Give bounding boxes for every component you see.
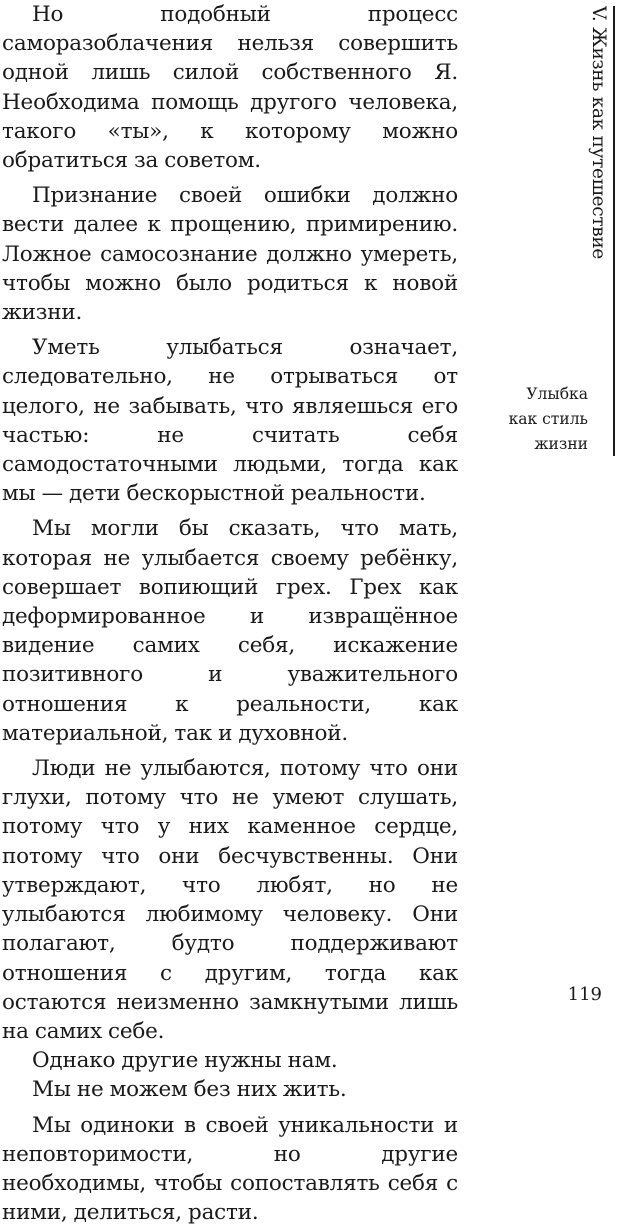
main-text-column: [2, 0, 458, 1227]
paragraph-2: Признание своей ошибки должно вести далее к прощению, примирению. Ложное самосознание должно умереть, чтобы можно было родиться к новой жизни.: [2, 183, 458, 326]
running-head-title: V. Жизнь как путешествие: [588, 6, 609, 260]
marginal-note-line-3: жизни: [534, 435, 588, 453]
paragraph-6: Однако другие нужны нам.: [32, 1048, 338, 1074]
paragraph-8: Мы одиноки в своей уникальности и неповторимости, но другие необходимы, чтобы сопоставлять себя с ними, делиться, расти.: [2, 1112, 458, 1226]
page-number: 119: [567, 984, 602, 1005]
marginal-note-line-1: Улыбка: [526, 385, 588, 403]
marginal-note-line-2: как стиль: [508, 410, 588, 428]
paragraph-1: Но подобный процесс саморазоблачения нельзя совершить одной лишь силой собственного Я. Необходима помощь другого человека, такого «ты», к которому можно обратиться за советом.: [2, 2, 458, 174]
running-head: [585, 6, 615, 456]
paragraph-4: Мы могли бы сказать, что мать, которая не улыбается своему ребёнку, совершает вопиющий грех. Грех как деформированное и извращённое видение самих себя, искажение позитивного и уважительного отношения к реальности, как материальной, так и духовной.: [2, 516, 458, 746]
paragraph-5: Люди не улыбаются, потому что они глухи, потому что не умеют слушать, потому что у них каменное сердце, потому что они бесчувственны. Они утверждают, что любят, но не улыбаются любимому человеку. Они полагают, будто поддерживают отношения с другим, тогда как остаются неизменно замкнутыми лишь на самих себе.: [2, 756, 458, 1044]
paragraph-7: Мы не можем без них жить.: [32, 1077, 347, 1103]
marginal-note: [468, 382, 588, 457]
paragraph-3: Уметь улыбаться означает, следовательно, не отрываться от целого, не забывать, что являешься его частью: не считать себя самодостаточными людьми, тогда как мы — дети бескорыстной реальности.: [2, 335, 458, 507]
